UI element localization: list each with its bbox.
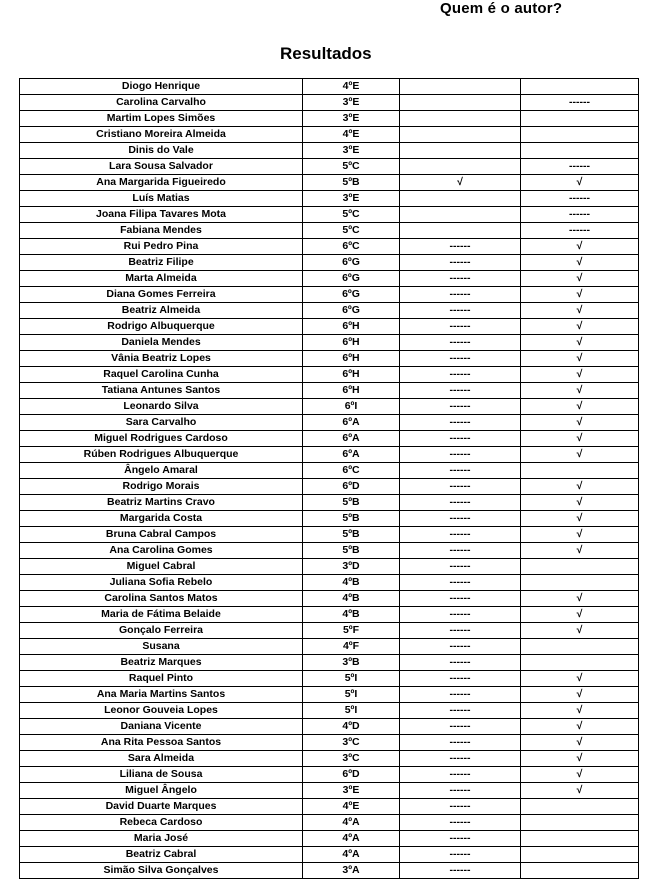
student-name-cell: Bruna Cabral Campos <box>20 527 303 543</box>
page-header-title: Quem é o autor? <box>440 0 563 17</box>
answer-a-cell: ------ <box>400 703 521 719</box>
table-row <box>20 863 639 879</box>
answer-b-cell: √ <box>521 367 639 383</box>
class-cell: 3ºB <box>303 655 400 671</box>
table-row <box>20 735 639 751</box>
table-row <box>20 111 639 127</box>
student-name-cell: Luís Matias <box>20 191 303 207</box>
answer-b-cell: √ <box>521 767 639 783</box>
table-row <box>20 751 639 767</box>
table-row <box>20 367 639 383</box>
answer-a-cell: ------ <box>400 687 521 703</box>
student-name-cell: Rebeca Cardoso <box>20 815 303 831</box>
table-row <box>20 415 639 431</box>
class-cell: 5ºC <box>303 223 400 239</box>
answer-a-cell: ------ <box>400 623 521 639</box>
answer-b-cell: √ <box>521 415 639 431</box>
class-cell: 6ºH <box>303 351 400 367</box>
answer-a-cell: ------ <box>400 287 521 303</box>
class-cell: 5ºI <box>303 703 400 719</box>
student-name-cell: Beatriz Almeida <box>20 303 303 319</box>
table-row <box>20 175 639 191</box>
table-row <box>20 607 639 623</box>
answer-b-cell: √ <box>521 607 639 623</box>
table-row <box>20 575 639 591</box>
class-cell: 6ºH <box>303 335 400 351</box>
student-name-cell: Rúben Rodrigues Albuquerque <box>20 447 303 463</box>
student-name-cell: Marta Almeida <box>20 271 303 287</box>
results-title: Resultados <box>280 44 372 63</box>
answer-a-cell <box>400 207 521 223</box>
class-cell: 5ºC <box>303 159 400 175</box>
answer-b-cell: √ <box>521 479 639 495</box>
answer-b-cell <box>521 863 639 879</box>
table-row <box>20 335 639 351</box>
class-cell: 5ºI <box>303 671 400 687</box>
table-row <box>20 671 639 687</box>
student-name-cell: Juliana Sofia Rebelo <box>20 575 303 591</box>
answer-a-cell: ------ <box>400 511 521 527</box>
student-name-cell: Miguel Ângelo <box>20 783 303 799</box>
answer-b-cell <box>521 575 639 591</box>
answer-b-cell: √ <box>521 591 639 607</box>
student-name-cell: Daniela Mendes <box>20 335 303 351</box>
class-cell: 4ºE <box>303 79 400 95</box>
answer-a-cell: ------ <box>400 335 521 351</box>
class-cell: 6ºH <box>303 319 400 335</box>
student-name-cell: Carolina Carvalho <box>20 95 303 111</box>
student-name-cell: Rodrigo Albuquerque <box>20 319 303 335</box>
table-row <box>20 255 639 271</box>
class-cell: 3ºC <box>303 735 400 751</box>
answer-a-cell: ------ <box>400 255 521 271</box>
class-cell: 5ºC <box>303 207 400 223</box>
answer-b-cell: √ <box>521 735 639 751</box>
table-row <box>20 191 639 207</box>
table-row <box>20 767 639 783</box>
answer-b-cell <box>521 799 639 815</box>
class-cell: 5ºB <box>303 511 400 527</box>
table-row <box>20 207 639 223</box>
answer-a-cell: ------ <box>400 559 521 575</box>
answer-a-cell: ------ <box>400 463 521 479</box>
student-name-cell: Rui Pedro Pina <box>20 239 303 255</box>
class-cell: 6ºH <box>303 367 400 383</box>
answer-a-cell: ------ <box>400 831 521 847</box>
class-cell: 4ºE <box>303 127 400 143</box>
class-cell: 5ºB <box>303 543 400 559</box>
student-name-cell: Raquel Pinto <box>20 671 303 687</box>
answer-a-cell: ------ <box>400 527 521 543</box>
answer-a-cell: ------ <box>400 607 521 623</box>
answer-b-cell: √ <box>521 351 639 367</box>
answer-a-cell <box>400 111 521 127</box>
answer-b-cell <box>521 559 639 575</box>
answer-a-cell: ------ <box>400 351 521 367</box>
answer-b-cell: √ <box>521 335 639 351</box>
answer-a-cell: ------ <box>400 591 521 607</box>
answer-b-cell: √ <box>521 495 639 511</box>
answer-a-cell: ------ <box>400 431 521 447</box>
table-row <box>20 783 639 799</box>
student-name-cell: Ana Maria Martins Santos <box>20 687 303 703</box>
class-cell: 6ºC <box>303 463 400 479</box>
answer-b-cell: √ <box>521 303 639 319</box>
answer-b-cell: √ <box>521 527 639 543</box>
student-name-cell: Miguel Rodrigues Cardoso <box>20 431 303 447</box>
class-cell: 3ºD <box>303 559 400 575</box>
answer-a-cell: ------ <box>400 783 521 799</box>
answer-b-cell <box>521 655 639 671</box>
answer-b-cell <box>521 127 639 143</box>
answer-a-cell: ------ <box>400 639 521 655</box>
class-cell: 4ºF <box>303 639 400 655</box>
answer-b-cell <box>521 463 639 479</box>
answer-b-cell <box>521 639 639 655</box>
table-row <box>20 447 639 463</box>
answer-b-cell: √ <box>521 623 639 639</box>
answer-a-cell <box>400 79 521 95</box>
answer-b-cell: √ <box>521 239 639 255</box>
student-name-cell: Margarida Costa <box>20 511 303 527</box>
table-row <box>20 287 639 303</box>
answer-b-cell: √ <box>521 447 639 463</box>
answer-a-cell: ------ <box>400 799 521 815</box>
answer-a-cell: ------ <box>400 303 521 319</box>
student-name-cell: Sara Almeida <box>20 751 303 767</box>
student-name-cell: Cristiano Moreira Almeida <box>20 127 303 143</box>
class-cell: 4ºB <box>303 591 400 607</box>
student-name-cell: Leonardo Silva <box>20 399 303 415</box>
answer-a-cell: ------ <box>400 367 521 383</box>
table-row <box>20 527 639 543</box>
table-row <box>20 479 639 495</box>
class-cell: 6ºI <box>303 399 400 415</box>
answer-a-cell: ------ <box>400 271 521 287</box>
student-name-cell: Liliana de Sousa <box>20 767 303 783</box>
answer-b-cell: √ <box>521 751 639 767</box>
student-name-cell: Maria José <box>20 831 303 847</box>
student-name-cell: Simão Silva Gonçalves <box>20 863 303 879</box>
table-row <box>20 639 639 655</box>
table-row <box>20 319 639 335</box>
student-name-cell: Leonor Gouveia Lopes <box>20 703 303 719</box>
table-row <box>20 687 639 703</box>
class-cell: 4ºE <box>303 799 400 815</box>
class-cell: 4ºD <box>303 719 400 735</box>
answer-b-cell <box>521 815 639 831</box>
student-name-cell: Carolina Santos Matos <box>20 591 303 607</box>
answer-b-cell: ------ <box>521 191 639 207</box>
answer-b-cell: √ <box>521 719 639 735</box>
class-cell: 3ºE <box>303 783 400 799</box>
table-row <box>20 799 639 815</box>
class-cell: 3ºA <box>303 863 400 879</box>
student-name-cell: Martim Lopes Simões <box>20 111 303 127</box>
student-name-cell: Beatriz Cabral <box>20 847 303 863</box>
student-name-cell: Susana <box>20 639 303 655</box>
answer-a-cell: ------ <box>400 863 521 879</box>
class-cell: 3ºE <box>303 191 400 207</box>
answer-a-cell: ------ <box>400 815 521 831</box>
class-cell: 6ºC <box>303 239 400 255</box>
answer-a-cell: ------ <box>400 479 521 495</box>
student-name-cell: Ana Carolina Gomes <box>20 543 303 559</box>
class-cell: 3ºE <box>303 143 400 159</box>
answer-b-cell: √ <box>521 287 639 303</box>
table-row <box>20 703 639 719</box>
student-name-cell: Joana Filipa Tavares Mota <box>20 207 303 223</box>
table-row <box>20 495 639 511</box>
table-row <box>20 655 639 671</box>
answer-a-cell: ------ <box>400 735 521 751</box>
answer-b-cell: √ <box>521 543 639 559</box>
answer-a-cell: ------ <box>400 447 521 463</box>
class-cell: 3ºC <box>303 751 400 767</box>
answer-a-cell: ------ <box>400 415 521 431</box>
class-cell: 5ºB <box>303 527 400 543</box>
table-row <box>20 559 639 575</box>
student-name-cell: Ana Rita Pessoa Santos <box>20 735 303 751</box>
table-row <box>20 719 639 735</box>
answer-b-cell: √ <box>521 271 639 287</box>
class-cell: 6ºG <box>303 255 400 271</box>
answer-b-cell <box>521 79 639 95</box>
answer-a-cell: ------ <box>400 319 521 335</box>
student-name-cell: Rodrigo Morais <box>20 479 303 495</box>
student-name-cell: Diogo Henrique <box>20 79 303 95</box>
table-row <box>20 399 639 415</box>
class-cell: 6ºD <box>303 767 400 783</box>
answer-b-cell: √ <box>521 383 639 399</box>
class-cell: 6ºH <box>303 383 400 399</box>
answer-b-cell <box>521 143 639 159</box>
answer-a-cell: ------ <box>400 719 521 735</box>
answer-b-cell: √ <box>521 175 639 191</box>
class-cell: 6ºG <box>303 271 400 287</box>
class-cell: 3ºE <box>303 95 400 111</box>
table-row <box>20 815 639 831</box>
table-row <box>20 831 639 847</box>
student-name-cell: Ângelo Amaral <box>20 463 303 479</box>
answer-a-cell: ------ <box>400 655 521 671</box>
student-name-cell: Miguel Cabral <box>20 559 303 575</box>
answer-b-cell: ------ <box>521 223 639 239</box>
answer-b-cell: ------ <box>521 95 639 111</box>
answer-a-cell: ------ <box>400 575 521 591</box>
answer-b-cell: √ <box>521 511 639 527</box>
answer-a-cell: √ <box>400 175 521 191</box>
table-row <box>20 543 639 559</box>
table-row <box>20 95 639 111</box>
answer-b-cell: √ <box>521 399 639 415</box>
answer-b-cell <box>521 831 639 847</box>
answer-b-cell: √ <box>521 783 639 799</box>
answer-b-cell <box>521 111 639 127</box>
answer-b-cell: √ <box>521 255 639 271</box>
table-row <box>20 847 639 863</box>
table-row <box>20 79 639 95</box>
answer-a-cell <box>400 143 521 159</box>
answer-a-cell: ------ <box>400 383 521 399</box>
student-name-cell: Beatriz Martins Cravo <box>20 495 303 511</box>
student-name-cell: David Duarte Marques <box>20 799 303 815</box>
class-cell: 5ºF <box>303 623 400 639</box>
results-table-body <box>20 79 639 879</box>
class-cell: 6ºG <box>303 303 400 319</box>
answer-a-cell: ------ <box>400 847 521 863</box>
table-row <box>20 303 639 319</box>
table-row <box>20 511 639 527</box>
answer-a-cell <box>400 191 521 207</box>
class-cell: 4ºA <box>303 831 400 847</box>
class-cell: 5ºI <box>303 687 400 703</box>
class-cell: 6ºA <box>303 431 400 447</box>
results-table <box>19 78 639 879</box>
table-row <box>20 223 639 239</box>
table-row <box>20 271 639 287</box>
student-name-cell: Sara Carvalho <box>20 415 303 431</box>
student-name-cell: Maria de Fátima Belaide <box>20 607 303 623</box>
class-cell: 4ºA <box>303 847 400 863</box>
answer-b-cell <box>521 847 639 863</box>
answer-b-cell: √ <box>521 703 639 719</box>
table-row <box>20 383 639 399</box>
table-row <box>20 591 639 607</box>
answer-b-cell: √ <box>521 319 639 335</box>
answer-a-cell: ------ <box>400 239 521 255</box>
student-name-cell: Daniana Vicente <box>20 719 303 735</box>
student-name-cell: Raquel Carolina Cunha <box>20 367 303 383</box>
table-row <box>20 623 639 639</box>
answer-a-cell: ------ <box>400 751 521 767</box>
class-cell: 4ºA <box>303 815 400 831</box>
class-cell: 5ºB <box>303 495 400 511</box>
class-cell: 4ºB <box>303 575 400 591</box>
table-row <box>20 143 639 159</box>
table-row <box>20 463 639 479</box>
table-row <box>20 159 639 175</box>
class-cell: 6ºA <box>303 447 400 463</box>
table-row <box>20 239 639 255</box>
class-cell: 5ºB <box>303 175 400 191</box>
table-row <box>20 351 639 367</box>
table-row <box>20 431 639 447</box>
answer-a-cell: ------ <box>400 495 521 511</box>
answer-a-cell: ------ <box>400 767 521 783</box>
student-name-cell: Beatriz Filipe <box>20 255 303 271</box>
answer-a-cell: ------ <box>400 399 521 415</box>
class-cell: 4ºB <box>303 607 400 623</box>
answer-b-cell: √ <box>521 671 639 687</box>
student-name-cell: Vânia Beatriz Lopes <box>20 351 303 367</box>
student-name-cell: Tatiana Antunes Santos <box>20 383 303 399</box>
student-name-cell: Fabiana Mendes <box>20 223 303 239</box>
student-name-cell: Diana Gomes Ferreira <box>20 287 303 303</box>
answer-a-cell <box>400 159 521 175</box>
class-cell: 6ºD <box>303 479 400 495</box>
class-cell: 3ºE <box>303 111 400 127</box>
answer-a-cell: ------ <box>400 671 521 687</box>
class-cell: 6ºG <box>303 287 400 303</box>
answer-b-cell: ------ <box>521 207 639 223</box>
answer-a-cell <box>400 127 521 143</box>
answer-a-cell <box>400 95 521 111</box>
student-name-cell: Ana Margarida Figueiredo <box>20 175 303 191</box>
answer-a-cell: ------ <box>400 543 521 559</box>
table-row <box>20 127 639 143</box>
student-name-cell: Beatriz Marques <box>20 655 303 671</box>
answer-b-cell: √ <box>521 687 639 703</box>
answer-a-cell <box>400 223 521 239</box>
answer-b-cell: ------ <box>521 159 639 175</box>
student-name-cell: Dinis do Vale <box>20 143 303 159</box>
student-name-cell: Gonçalo Ferreira <box>20 623 303 639</box>
class-cell: 6ºA <box>303 415 400 431</box>
answer-b-cell: √ <box>521 431 639 447</box>
student-name-cell: Lara Sousa Salvador <box>20 159 303 175</box>
